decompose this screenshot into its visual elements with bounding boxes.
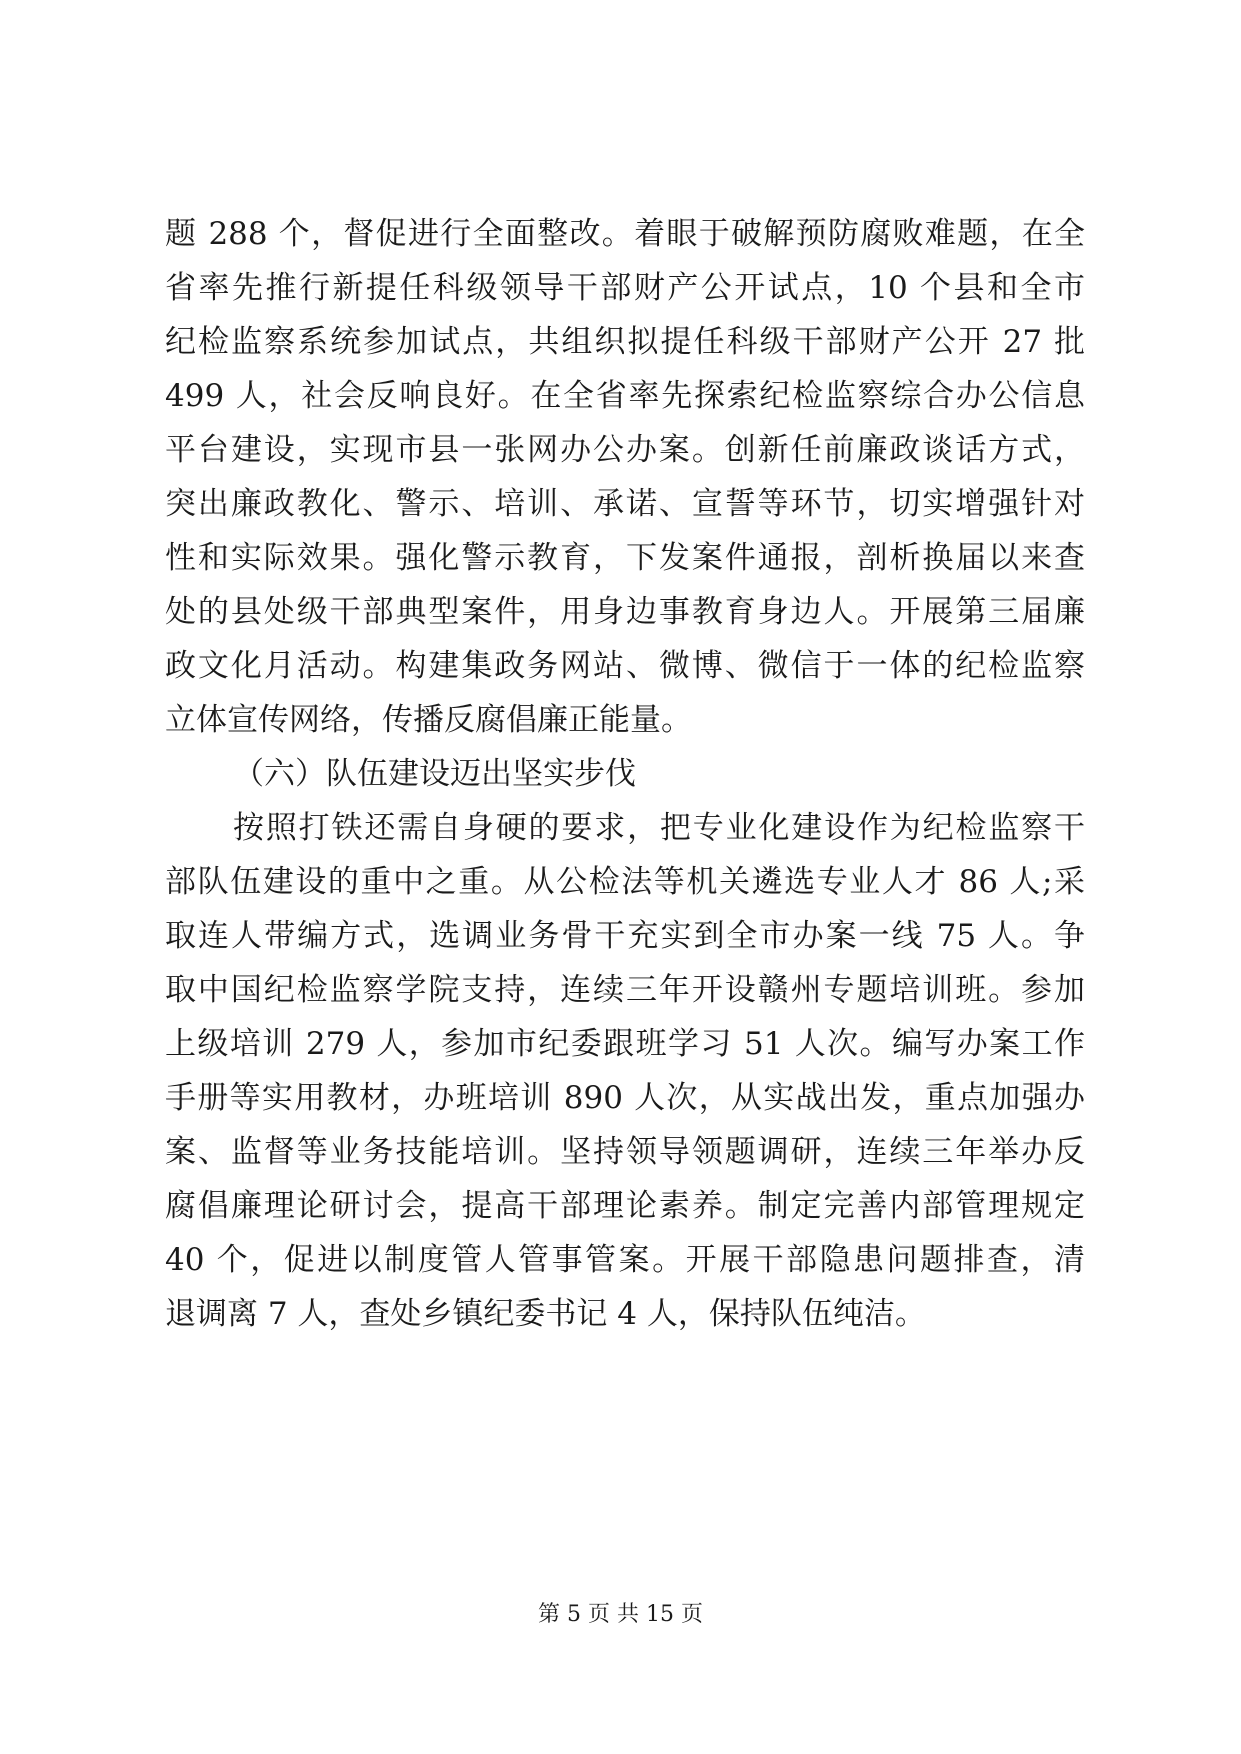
- paragraph-line-5: 平台建设，实现市县一张网办公办案。创新任前廉政谈话方式，: [165, 432, 1085, 468]
- paragraph-line-19: 腐倡廉理论研讨会，提高干部理论素养。制定完善内部管理规定: [165, 1188, 1085, 1224]
- page-footer: 第 5 页 共 15 页: [538, 1602, 703, 1627]
- paragraph-line-10: 立体宣传网络，传播反腐倡廉正能量。: [165, 702, 692, 738]
- paragraph-line-2: 省率先推行新提任科级领导干部财产公开试点，10 个县和全市: [165, 270, 1085, 306]
- paragraph-line-1: 题 288 个，督促进行全面整改。着眼于破解预防腐败难题，在全: [165, 216, 1085, 252]
- paragraph-line-7: 性和实际效果。强化警示教育，下发案件通报，剖析换届以来查: [165, 540, 1085, 576]
- paragraph-line-20: 40 个，促进以制度管人管事管案。开展干部隐患问题排查，清: [165, 1242, 1085, 1278]
- paragraph-line-9: 政文化月活动。构建集政务网站、微博、微信于一体的纪检监察: [165, 648, 1085, 684]
- paragraph-line-16: 上级培训 279 人，参加市纪委跟班学习 51 人次。编写办案工作: [165, 1026, 1085, 1062]
- paragraph-line-13: 部队伍建设的重中之重。从公检法等机关遴选专业人才 86 人;采: [165, 864, 1085, 900]
- paragraph-line-12: 按照打铁还需自身硬的要求，把专业化建设作为纪检监察干: [233, 810, 1085, 846]
- paragraph-line-14: 取连人带编方式，选调业务骨干充实到全市办案一线 75 人。争: [165, 918, 1085, 954]
- paragraph-line-15: 取中国纪检监察学院支持，连续三年开设赣州专题培训班。参加: [165, 972, 1085, 1008]
- paragraph-line-3: 纪检监察系统参加试点，共组织拟提任科级干部财产公开 27 批: [165, 324, 1085, 360]
- paragraph-line-21: 退调离 7 人，查处乡镇纪委书记 4 人，保持队伍纯洁。: [165, 1296, 926, 1332]
- paragraph-line-4: 499 人，社会反响良好。在全省率先探索纪检监察综合办公信息: [165, 378, 1085, 414]
- paragraph-line-17: 手册等实用教材，办班培训 890 人次，从实战出发，重点加强办: [165, 1080, 1085, 1116]
- section-heading: （六）队伍建设迈出坚实步伐: [233, 756, 636, 792]
- paragraph-line-18: 案、监督等业务技能培训。坚持领导领题调研，连续三年举办反: [165, 1134, 1085, 1170]
- paragraph-line-8: 处的县处级干部典型案件，用身边事教育身边人。开展第三届廉: [165, 594, 1085, 630]
- paragraph-line-6: 突出廉政教化、警示、培训、承诺、宣誓等环节，切实增强针对: [165, 486, 1085, 522]
